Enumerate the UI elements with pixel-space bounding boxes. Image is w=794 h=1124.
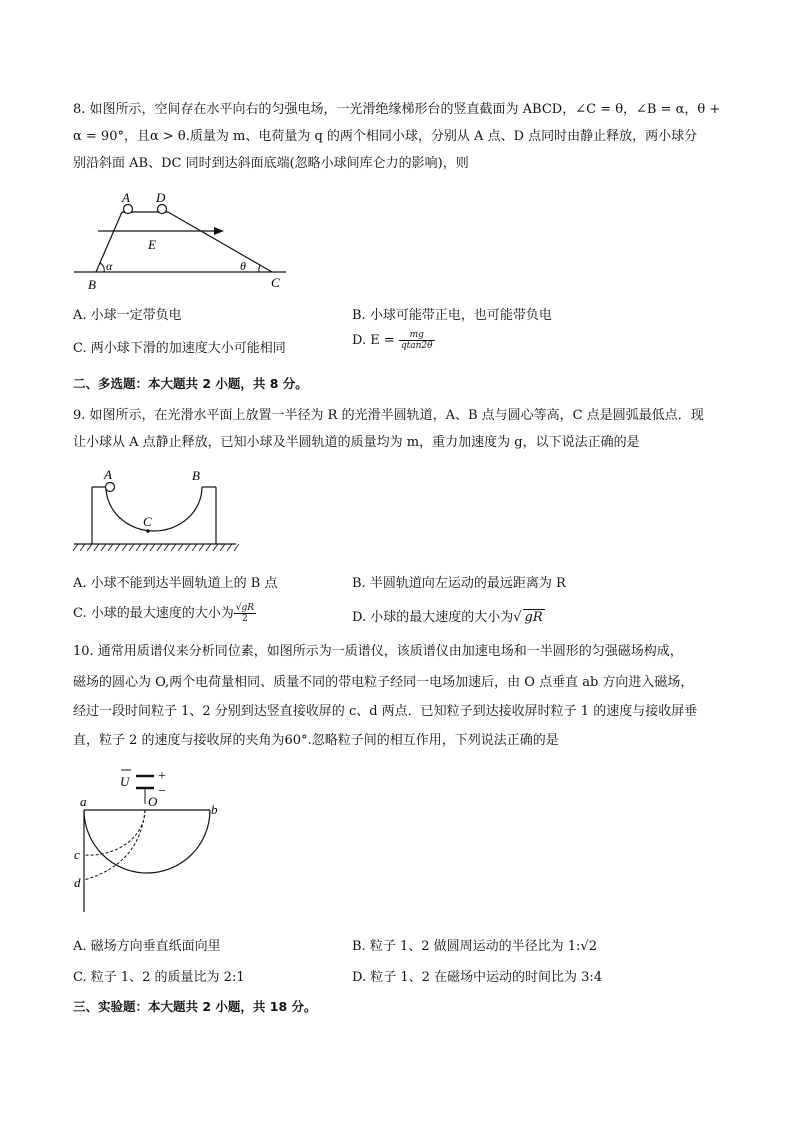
label-O: O [148, 794, 158, 809]
label-a: a [80, 794, 87, 809]
q8-trapezoid-figure [70, 188, 290, 296]
q10-option-b: B. 粒子 1、2 做圆周运动的半径比为 1:√2 [352, 939, 597, 954]
q9-option-c [73, 602, 256, 624]
q10-option-d: D. 粒子 1、2 在磁场中运动的时间比为 3:4 [352, 970, 603, 985]
q10-text-line1: 10. 通常用质谱仪来分析同位素，如图所示为一质谱仪，该质谱仪由加速电场和一半圆形的匀强磁场构成， [73, 644, 683, 659]
label-E: E [148, 237, 156, 252]
label-D: D [156, 190, 166, 205]
label-C: C [271, 275, 280, 290]
label-B: B [88, 277, 96, 292]
label-alpha: α [106, 259, 113, 273]
q10-text-line2: 磁场的圆心为 O,两个电荷量相同、质量不同的带电粒子经同一电场加速后，由 O 点垂直 ab 方向进入磁场， [73, 675, 694, 690]
q10-mass-spectrometer-figure [70, 766, 230, 916]
q8-option-d-prefix: D. E = [352, 333, 399, 348]
label-A: A [104, 467, 112, 482]
q9-text-line2: 让小球从 A 点静止释放，已知小球及半圆轨道的质量均为 m，重力加速度为 g，以下说法正确的是 [73, 435, 640, 450]
label-theta: θ [240, 259, 246, 273]
voltage-label: U [120, 774, 130, 789]
q8-option-d [352, 330, 435, 351]
q9-option-d: D. 小球的最大速度的大小为√ gR [352, 610, 543, 625]
q10-text-line4: 直，粒子 2 的速度与接收屏的夹角为60°.忽略粒子间的相互作用，下列说法正确的是 [73, 733, 559, 748]
q8-option-a: A. 小球一定带负电 [73, 308, 182, 323]
label-c: c [74, 847, 80, 862]
q9-option-b: B. 半圆轨道向左运动的最远距离为 R [352, 576, 566, 591]
q8-option-b: B. 小球可能带正电，也可能带负电 [352, 308, 552, 323]
q8-text-line1: 8. 如图所示，空间存在水平向右的匀强电场，一光滑绝缘梯形台的竖直截面为 ABCD，∠C = θ，∠B = α，θ + [73, 102, 721, 117]
label-A: A [122, 190, 130, 205]
q8-option-d-fraction: $\frac{mg}{qtan2\theta}$ [400, 330, 433, 351]
q10-option-a: A. 磁场方向垂直纸面向里 [73, 939, 221, 954]
q9-semicircle-figure [70, 465, 240, 555]
label-C: C [143, 514, 152, 529]
section-3-heading: 三、实验题：本大题共 2 小题，共 18 分。 [73, 999, 317, 1014]
q9-option-a: A. 小球不能到达半圆轨道上的 B 点 [73, 576, 278, 591]
minus-sign: − [158, 784, 166, 799]
section-2-heading: 二、多选题：本大题共 2 小题，共 8 分。 [73, 376, 308, 391]
q10-option-c: C. 粒子 1、2 的质量比为 2:1 [73, 970, 245, 985]
q9-option-d-root: gR [524, 610, 543, 625]
label-B: B [192, 468, 200, 483]
q9-text-line1: 9. 如图所示，在光滑水平面上放置一半径为 R 的光滑半圆轨道，A、B 点与圆心等高，C 点是圆弧最低点．现 [73, 408, 704, 423]
q9-option-c-prefix: C. 小球的最大速度的大小为 [73, 606, 234, 621]
q10-text-line3: 经过一段时间粒子 1、2 分别到达竖直接收屏的 c、d 两点．已知粒子到达接收屏时粒子 1 的速度与接收屏垂 [73, 704, 698, 719]
q8-text-line2: α = 90°，且α > θ.质量为 m、电荷量为 q 的两个相同小球，分别从 A 点、D 点同时由静止释放，两小球分 [73, 129, 698, 144]
q8-option-c: C. 两小球下滑的加速度大小可能相同 [73, 341, 286, 356]
q9-option-d-prefix: D. 小球的最大速度的大小为 [352, 610, 514, 625]
q8-text-line3: 别沿斜面 AB、DC 同时到达斜面底端(忽略小球间库仑力的影响)，则 [73, 156, 469, 171]
label-d: d [74, 875, 81, 890]
q9-option-c-fraction: $\frac{√gR}{2}$ [235, 603, 255, 624]
plus-sign: + [158, 769, 166, 784]
label-b: b [211, 802, 218, 817]
